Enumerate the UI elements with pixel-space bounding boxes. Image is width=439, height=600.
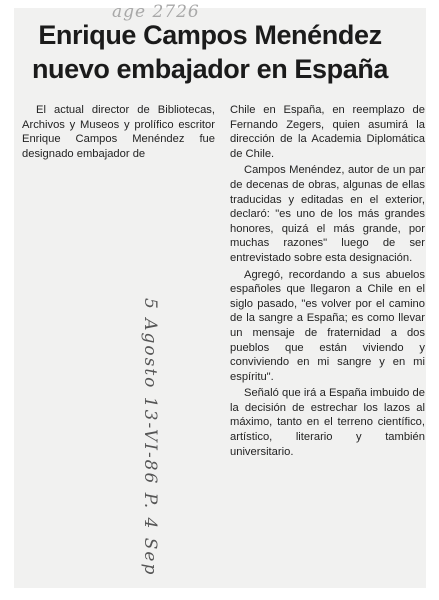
article-column-left [22,103,215,161]
article-paragraph: Señaló que irá a España imbuido de la decisión de estrechar los lazos al máximo, tanto en el terreno científico, artístico, literario y también universitario. [230,387,425,458]
article-paragraph: Chile en España, en reemplazo de Fernando Zegers, quien asumirá la dirección de la Academia Diplomática de Chile. [230,104,425,160]
headline-line-1: Enrique Campos Menéndez [38,20,382,50]
article-headline [10,18,410,86]
article-paragraph: Campos Menéndez, autor de un par de decenas de obras, algunas de ellas traducidas y editadas en el exterior, declaró: "es uno de los más grandes honores, quizá el más grande, por muchas razones" luego de ser entrevistado sobre esta designación. [230,164,425,264]
archive-code: age 2726 [112,2,200,22]
article-paragraph: Agregó, recordando a sus abuelos españoles que llegaron a Chile en el siglo pasado, "es volver por el camino de la sangre a España; es como llevar un mensaje de fraternidad a dos pueblos que están viviendo y conviviendo en mi sangre y en mi espíritu". [230,268,425,383]
handwritten-date-note: 5 Agosto 13-VI-86 P. 4 Sep [140,298,160,577]
headline-line-2: nuevo embajador en España [31,54,389,84]
article-column-right [230,103,425,461]
article-paragraph: El actual director de Bibliotecas, Archivos y Museos y prolífico escritor Enrique Campos Menéndez fue designado embajador de [22,104,215,160]
